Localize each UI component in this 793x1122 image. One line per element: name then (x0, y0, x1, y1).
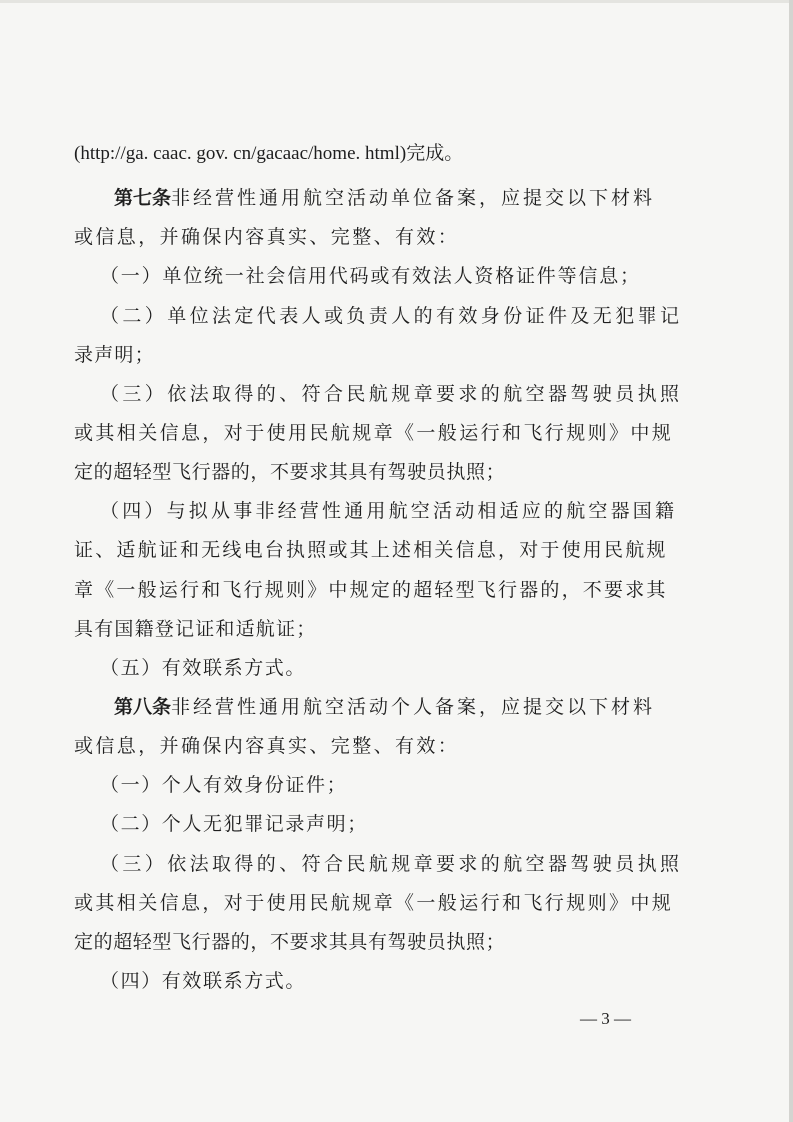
list-item-line (0, 812, 793, 836)
line-text: 或其相关信息，对于使用民航规章《一般运行和飞行规则》中规 (74, 892, 674, 914)
paragraph-line (0, 460, 793, 484)
line-text: （三）依法取得的、符合民航规章要求的航空器驾驶员执照 (100, 853, 683, 875)
line-text: （一）个人有效身份证件； (100, 774, 348, 796)
line-text: 完成。 (406, 142, 464, 164)
line-text: 定的超轻型飞行器的，不要求其具有驾驶员执照； (74, 461, 506, 483)
url-text: (http://ga. caac. gov. cn/gacaac/home. html) (74, 143, 407, 164)
article-8-heading-line (0, 695, 793, 719)
line-text: 章《一般运行和飞行规则》中规定的超轻型飞行器的，不要求其 (74, 579, 668, 601)
paragraph-line (0, 578, 793, 602)
list-item-line (0, 969, 793, 993)
paragraph-line (0, 617, 793, 641)
line-text: 录声明； (74, 344, 155, 366)
line-text: （二）单位法定代表人或负责人的有效身份证件及无犯罪记 (100, 305, 683, 327)
line-text: 具有国籍登记证和适航证； (74, 618, 317, 640)
line-text: （四）有效联系方式。 (100, 970, 307, 992)
list-item-line (0, 264, 793, 288)
article-7-heading-line (0, 186, 793, 210)
line-text: （一）单位统一社会信用代码或有效法人资格证件等信息； (100, 265, 641, 287)
line-text: （四）与拟从事非经营性通用航空活动相适应的航空器国籍 (100, 500, 678, 522)
article-title: 第七条 (114, 187, 172, 209)
line-text: 或信息，并确保内容真实、完整、有效： (74, 226, 460, 248)
paragraph-line (0, 343, 793, 367)
line-text: （五）有效联系方式。 (100, 657, 307, 679)
paragraph-line (0, 930, 793, 954)
list-item-line (0, 656, 793, 680)
article-title: 第八条 (114, 696, 172, 718)
line-text: 或信息，并确保内容真实、完整、有效： (74, 735, 460, 757)
paragraph-line (0, 225, 793, 249)
list-item-line (0, 852, 793, 876)
paragraph-line (0, 734, 793, 758)
list-item-line (0, 499, 793, 523)
list-item-line (0, 382, 793, 406)
paragraph-line (0, 891, 793, 915)
line-text: 定的超轻型飞行器的，不要求其具有驾驶员执照； (74, 931, 506, 953)
paragraph-line (0, 141, 793, 166)
line-text: 或其相关信息，对于使用民航规章《一般运行和飞行规则》中规 (74, 422, 674, 444)
line-text: （三）依法取得的、符合民航规章要求的航空器驾驶员执照 (100, 383, 683, 405)
paragraph-line (0, 421, 793, 445)
list-item-line (0, 773, 793, 797)
line-text: 非经营性通用航空活动单位备案，应提交以下材料 (171, 187, 656, 209)
line-text: 非经营性通用航空活动个人备案，应提交以下材料 (171, 696, 656, 718)
list-item-line (0, 304, 793, 328)
line-text: 证、适航证和无线电台执照或其上述相关信息，对于使用民航规 (74, 539, 668, 561)
paragraph-line (0, 538, 793, 562)
page-number: — 3 — (580, 1009, 631, 1028)
line-text: （二）个人无犯罪记录声明； (100, 813, 368, 835)
